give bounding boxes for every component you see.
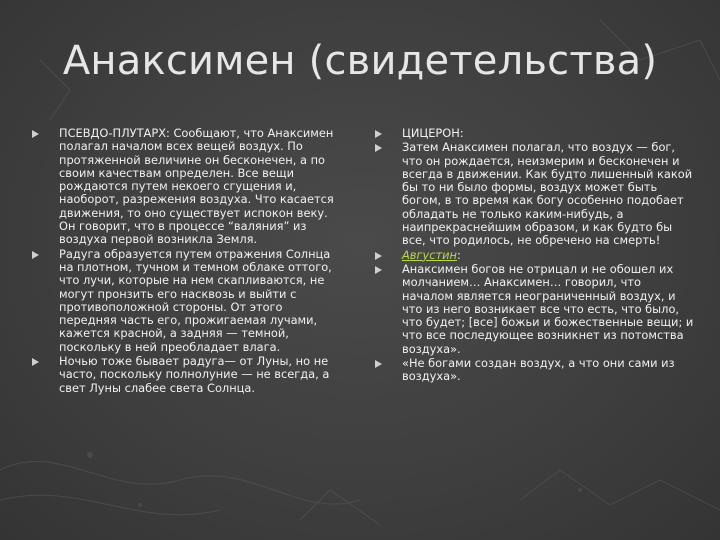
- left-column: [32, 127, 342, 395]
- list-item: [375, 249, 695, 262]
- list-item: [32, 248, 342, 354]
- arrow-bullet-icon: [375, 144, 382, 152]
- list-item: [32, 355, 342, 395]
- arrow-bullet-icon: [375, 266, 382, 274]
- arrow-bullet-icon: [32, 251, 39, 259]
- right-column: [375, 127, 695, 384]
- arrow-bullet-icon: [375, 360, 382, 368]
- augustine-link[interactable]: Августин: [402, 247, 457, 262]
- list-item-text: :: [456, 247, 461, 262]
- list-item-text: ПСЕВДО-ПЛУТАРХ: Сообщают, что Анаксимен полагал началом всех вещей воздух. По протяженной величине он бесконечен, а по своим качествам определен. Все вещи рождаются путем некоего сгущения и, наоборот, разрежения воздуха. Что касается движения, то оно существует испокон веку. Он говорит, что в процессе “валяния” из воздуха первой возникла Земля.: [59, 126, 334, 247]
- arrow-bullet-icon: [32, 130, 39, 138]
- arrow-bullet-icon: [375, 130, 382, 138]
- list-item-text: Затем Анаксимен полагал, что воздух — бог, что он рождается, неизмерим и бесконечен и всегда в движении. Как будто лишенный какой бы то ни было формы, воздух может быть богом, в то время как богу особенно подобает обладать не только каким-нибудь, а наипрекраснейшим образом, и как будто бы все, что родилось, не обречено на смерть!: [402, 140, 693, 248]
- list-item: [375, 263, 695, 356]
- list-item: [375, 357, 695, 384]
- list-item-text: ЦИЦЕРОН:: [402, 126, 464, 140]
- arrow-bullet-icon: [375, 252, 382, 260]
- list-item-text: «Не богами создан воздух, а что они сами из воздуха».: [402, 356, 675, 384]
- slide-title: Анаксимен (свидетельства): [62, 38, 658, 84]
- list-item: [375, 127, 695, 140]
- list-item-text: Анаксимен богов не отрицал и не обошел их молчанием… Анаксимен… говорил, что началом является неограниченный воздух, и что из него возникает все что есть, что было, что будет; [все] божьи и божественные вещи; и что все последующее возникнет из потомства воздуха».: [402, 261, 694, 356]
- list-item-text: Радуга образуется путем отражения Солнца на плотном, тучном и темном облаке оттого, что лучи, которые на нем скапливаются, не могут пронзить его насквозь и выйти с противоположной стороны. От этого передняя часть его, прожигаемая лучами, кажется красной, а задняя — темной, поскольку в ней преобладает влага.: [59, 246, 332, 354]
- arrow-bullet-icon: [32, 358, 39, 366]
- list-item: [375, 141, 695, 247]
- list-item-text: Ночью тоже бывает радуга— от Луны, но не часто, поскольку полнолуние — не всегда, а свет Луны слабее света Солнца.: [59, 354, 330, 395]
- list-item: [32, 127, 342, 247]
